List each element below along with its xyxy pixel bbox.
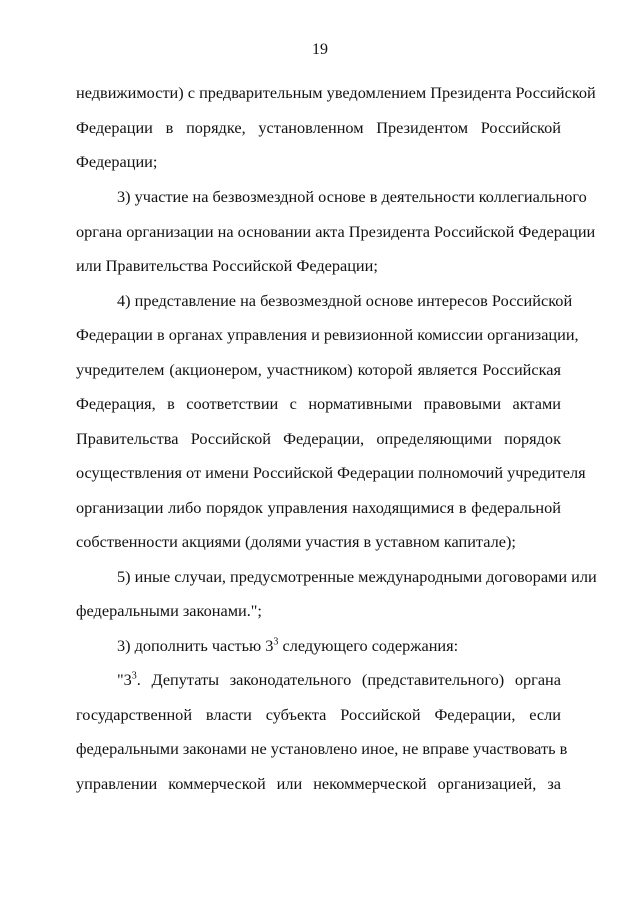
text-line (117, 636, 561, 656)
text-fragment: следующего содержания: (278, 636, 459, 655)
text-line: управлении коммерческой или некоммерческой организацией, за (76, 774, 561, 793)
text-line: Федерации в органах управления и ревизионной комиссии организации, (76, 325, 579, 344)
text-line: учредителем (акционером, участником) которой является Российская (76, 360, 561, 379)
text-line: Правительства Российской Федерации, определяющими порядок (76, 429, 561, 448)
text-line: государственной власти субъекта Российской Федерации, если (76, 705, 561, 724)
text-line: Федерация, в соответствии с нормативными правовыми актами (76, 394, 561, 413)
superscript: 3 (131, 670, 137, 682)
text-line: организации либо порядок управления находящимися в федеральной (76, 498, 561, 517)
text-line: или Правительства Российской Федерации; (76, 256, 378, 275)
text-line: федеральными законами."; (76, 601, 262, 620)
text-line: Федерации в порядке, установленном Президентом Российской (76, 118, 561, 137)
text-line: 4) представление на безвозмездной основе интересов Российской (117, 291, 573, 310)
text-line: 5) иные случаи, предусмотренные международными договорами или (117, 567, 597, 586)
text-line (117, 670, 561, 690)
text-fragment: . Депутаты законодательного (представительного) органа (136, 670, 561, 689)
page-number: 19 (312, 41, 328, 58)
text-line: Федерации; (76, 152, 158, 171)
text-line: недвижимости) с предварительным уведомлением Президента Российской (76, 83, 596, 102)
text-line: органа организации на основании акта Президента Российской Федерации (76, 222, 596, 241)
text-fragment (117, 670, 137, 690)
text-fragment: 3) дополнить частью 3 (117, 636, 274, 655)
superscript: 3 (273, 636, 279, 648)
text-fragment: "3 (117, 670, 132, 689)
text-line: собственности акциями (долями участия в уставном капитале); (76, 532, 516, 551)
text-line: федеральными законами не установлено иное, не вправе участвовать в (76, 739, 568, 758)
text-line: 3) участие на безвозмездной основе в деятельности коллегиального (117, 187, 587, 206)
text-line: осуществления от имени Российской Федерации полномочий учредителя (76, 463, 586, 482)
